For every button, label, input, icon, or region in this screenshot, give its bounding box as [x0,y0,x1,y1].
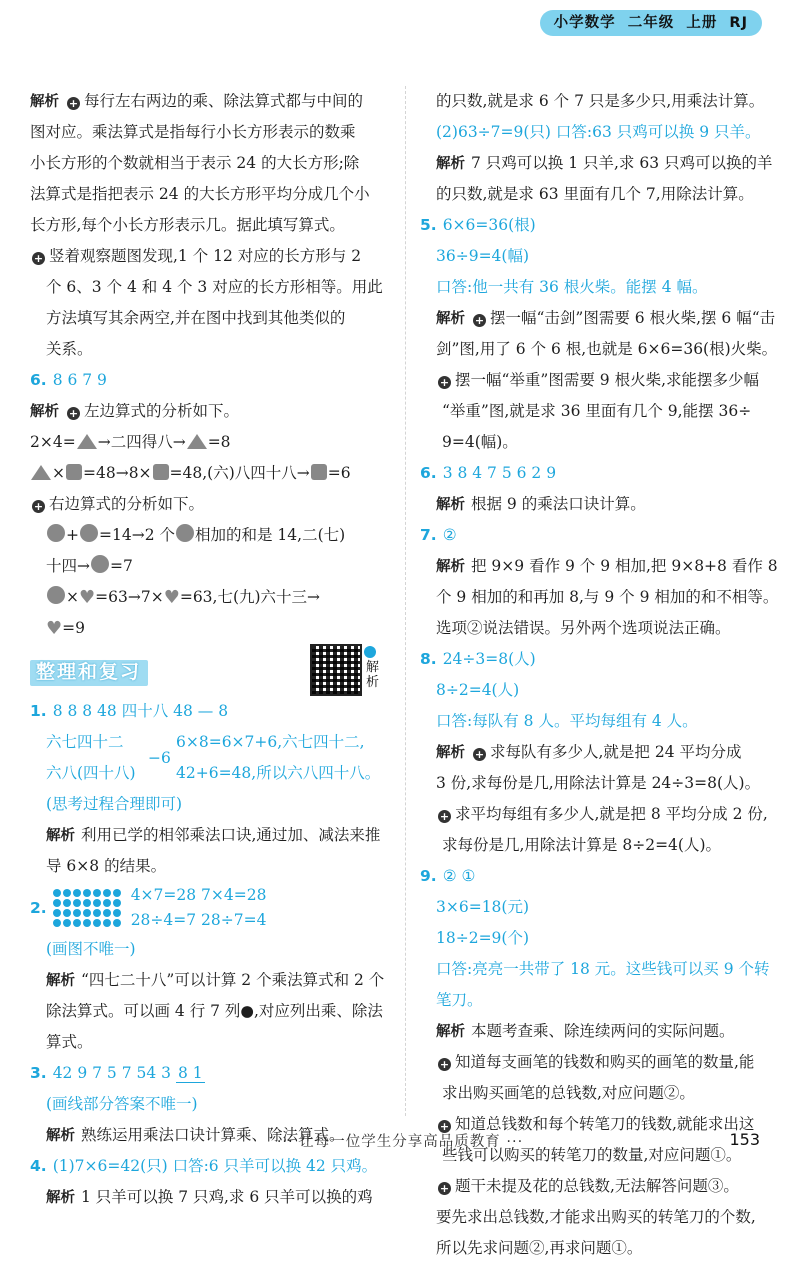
jiexi-label: 解析 [436,1024,465,1040]
question-7-answer: 7. ② [420,526,457,544]
triangle-icon [187,434,207,449]
text-line: 左边算式的分析如下。 [84,402,240,420]
text-line: 求每份是几,用除法计算是 8÷2=4(人)。 [442,836,722,854]
bullet-icon: + [439,1182,450,1195]
text-line: 剑”图,用了 6 个 6 根,也就是 6×6=36(根)火柴。 [436,340,778,358]
equation-row: 2×4= →二四得八→ =8 [30,433,231,451]
qr-label: 解析 [366,660,380,690]
footer-slogan: ··· 让每一位学生分享高品质教育 ··· [276,1134,524,1150]
note: (画线部分答案不唯一) [46,1095,198,1113]
left-column: 解析 + 每行左右两边的乘、除法算式都与中间的 图对应。乘法算式是指每行小长方形表示的数乘 小长方形的个数就相当于表示 24 的大长方形;除 法算式是指把表示 24 的大长方形平均分成几个小 长方形,每个小长方形表示几。据此填写算式。 + 竖着观察题图发现,1 个 12 对应的长方形与 2 个 6、3 个 4 和 4 个 3 对应的长方形相等。用此 方法填写其余两空,并在图中找到其他类似的 关系。 6. 8 6 7 9 解析 + 左边算式的分析如下。 2×4= →二四得八→ =8 × =48→8× =48,(六)八四十八→ =6 + 右边算式的分析如下。 + =14→2 个 相加的和是 14,二(七) 十四→ =7 ×♥=63→7×♥=63,七(九)六十三→ ♥=9 整理和复习 解析 1. 8 8 8 48 四十八 48 — 8 六七四十二 六八(四十八) −6 6×8=6×7+6,六七四十二, 42+6=48,所以六八四十八。 (思考过程合理即可) 解析 利用已学的相邻乘法口诀,通过加、减法来推 导 6×8 的结果。 2. 4×7=28 7×4=28 28÷4=7 28÷7=4 (画图不唯一) 解析 “四七二十八”可以计算 2 个乘法算式和 2 个 除法算式。可以画 4 行 7 列●,对应列出乘、除法 算式。 3. 42 9 7 5 7 54 3 8 1 (画线部分答案不唯一) 解析 熟练运用乘法口诀计算乘、除法算式。 4. (1)7×6=42(只) 口答:6 只羊可以换 42 只鸡。 解析 1 只羊可以换 7 只鸡,求 6 只羊可以换的鸡 [30,86,392,1213]
heart-icon: ♥ [163,587,180,608]
section-title [30,652,392,692]
circle-icon [80,524,98,542]
text-line: 的只数,就是求 63 里面有几个 7,用除法计算。 [436,185,754,203]
heart-icon: ♥ [46,618,63,639]
question-1-answer: 1. 8 8 8 48 四十八 48 — 8 [30,702,229,720]
equation-row: 十四→ =7 [46,557,133,575]
jiexi-label: 解析 [46,973,75,989]
text-line: “举重”图,就是求 36 里面有几个 9,能摆 36÷ [442,402,752,420]
bullet-icon: + [474,748,485,761]
jiexi-label: 解析 [30,404,59,420]
equation-row: × =48→8× =48,(六)八四十八→ =6 [30,458,392,489]
question-1-derivation: 六七四十二 六八(四十八) −6 6×8=6×7+6,六七四十二, 42+6=48,所以六八四十八。 [46,733,381,782]
question-4-answer: 4. (1)7×6=42(只) 口答:6 只羊可以换 42 只鸡。 [30,1157,378,1175]
text-line: 每行左右两边的乘、除法算式都与中间的 [84,92,364,110]
bullet-icon: + [439,810,450,823]
section-title-text: 整理和复习 [36,661,142,683]
note: (思考过程合理即可) [46,795,183,813]
triangle-icon [31,465,51,480]
equation: 18÷2=9(个) [436,929,530,947]
text-line: 9=4(幅)。 [442,433,518,451]
text-line: 3 份,求每份是几,用除法计算是 24÷3=8(人)。 [436,774,761,792]
circle-icon [47,586,65,604]
text-line: 法算式是指把表示 24 的大长方形平均分成几个小 [30,185,370,203]
jiexi-label: 解析 [30,94,59,110]
question-4-answer-2: (2)63÷7=9(只) 口答:63 只鸡可以换 9 只羊。 [436,123,761,141]
text-line: 选项②说法错误。另外两个选项说法正确。 [436,619,731,637]
text-line: 方法填写其余两空,并在图中找到其他类似的 [46,309,346,327]
square-icon [311,464,327,480]
question-9-answer: 9. ② ① [420,867,476,885]
text-line: 图对应。乘法算式是指每行小长方形表示的数乘 [30,123,356,141]
equation-row: ×♥=63→7×♥=63,七(九)六十三→ [30,582,392,613]
equation: 8÷2=4(人) [436,681,520,699]
text-line: 要先求出总钱数,才能求出购买的转笔刀的个数, [436,1208,756,1226]
text-line: 关系。 [46,340,93,358]
text-line: 求出购买画笔的总钱数,对应问题②。 [442,1084,695,1102]
equation-row: + =14→2 个 相加的和是 14,二(七) [30,520,392,551]
qr-code-icon[interactable] [310,644,362,696]
equation: 36÷9=4(幅) [436,247,530,265]
text-line: 长方形,每个小长方形表示几。据此填写算式。 [30,216,345,234]
right-column: 的只数,就是求 6 个 7 只是多少只,用乘法计算。 (2)63÷7=9(只) 口答:63 只鸡可以换 9 只羊。 解析 7 只鸡可以换 1 只羊,求 63 只鸡可以换的羊 的只数,就是求 63 里面有几个 7,用除法计算。 5. 6×6=36(根) 36÷9=4(幅) 口答:他一共有 36 根火柴。能摆 4 幅。 解析 + 摆一幅“击剑”图需要 6 根火柴,摆 6 幅“击 剑”图,用了 6 个 6 根,也就是 6×6=36(根)火柴。 + 摆一幅“举重”图需要 9 根火柴,求能摆多少幅 “举重”图,就是求 36 里面有几个 9,能摆 36÷ 9=4(幅)。 6. 3 8 4 7 5 6 2 9 解析 根据 9 的乘法口诀计算。 7. ② 解析 把 9×9 看作 9 个 9 相加,把 9×8+8 看作 8 个 9 相加的和再加 8,与 9 个 9 相加的和不相等。 选项②说法错误。另外两个选项说法正确。 8. 24÷3=8(人) 8÷2=4(人) 口答:每队有 8 人。平均每组有 4 人。 解析 + 求每队有多少人,就是把 24 平均分成 3 份,求每份是几,用除法计算是 24÷3=8(人)。 + 求平均每组有多少人,就是把 8 平均分成 2 份, 求每份是几,用除法计算是 8÷2=4(人)。 9. ② ① 3×6=18(元) 18÷2=9(个) 口答:亮亮一共带了 18 元。这些钱可以买 9 个转 笔刀。 解析 本题考查乘、除连续两问的实际问题。 + 知道每支画笔的钱数和购买的画笔的数量,能 求出购买画笔的总钱数,对应问题②。 + 知道总钱数和每个转笔刀的钱数,就能求出这 些钱可以购买的转笔刀的数量,对应问题①。 + 题干未提及花的总钱数,无法解答问题③。 要先求出总钱数,才能求出购买的转笔刀的个数, 所以先求问题②,再求问题①。 [420,86,772,1264]
bullet-icon: + [33,252,44,265]
text-line: 除法算式。可以画 4 行 7 列●,对应列出乘、除法 [46,1002,383,1020]
bullet-icon: + [33,500,44,513]
column-divider [405,86,406,1116]
equation: 3×6=18(元) [436,898,530,916]
question-2-answer: 2. 4×7=28 7×4=28 28÷4=7 28÷7=4 [30,886,267,929]
triangle-icon [77,434,97,449]
jiexi-label: 解析 [46,1128,75,1144]
header-badge: 小学数学 二年级 上册 RJ [540,10,762,36]
question-6-answer: 6. 8 6 7 9 [30,371,107,389]
jiexi-label: 解析 [436,559,465,575]
dot-grid [53,889,121,927]
note: (画图不唯一) [46,940,136,958]
jiexi-label: 解析 [46,1190,75,1206]
text-line: 算式。 [46,1033,93,1051]
circle-icon [176,524,194,542]
oral-answer: 笔刀。 [436,991,483,1009]
bullet-icon: + [68,97,79,110]
jiexi-label: 解析 [436,497,465,513]
text-line: 导 6×8 的结果。 [46,857,167,875]
text-line: 右边算式的分析如下。 [49,495,205,513]
jiexi-label: 解析 [46,828,75,844]
text-line: 所以先求问题②,再求问题①。 [436,1239,643,1257]
page-number: 153 [729,1130,760,1149]
bullet-icon: + [474,314,485,327]
bullet-icon: + [439,1058,450,1071]
text-line: 竖着观察题图发现,1 个 12 对应的长方形与 2 [49,247,362,265]
question-3-answer: 3. 42 9 7 5 7 54 3 8 1 [30,1064,203,1082]
bullet-icon: + [439,376,450,389]
circle-icon [47,524,65,542]
question-6-answer: 6. 3 8 4 7 5 6 2 9 [420,464,557,482]
equation-row: ♥=9 [46,618,85,639]
text-line: 的只数,就是求 6 个 7 只是多少只,用乘法计算。 [436,92,765,110]
play-icon[interactable] [364,646,376,658]
oral-answer: 口答:亮亮一共带了 18 元。这些钱可以买 9 个转 [436,960,770,978]
question-8-answer: 8. 24÷3=8(人) [420,650,536,668]
oral-answer: 口答:每队有 8 人。平均每组有 4 人。 [436,712,698,730]
bullet-icon: + [439,1120,450,1133]
text-line: 个 9 相加的和再加 8,与 9 个 9 相加的和不相等。 [436,588,779,606]
question-5-answer: 5. 6×6=36(根) [420,216,536,234]
heart-icon: ♥ [79,587,96,608]
text-line: 些钱可以购买的转笔刀的数量,对应问题①。 [442,1146,742,1164]
bullet-icon: + [68,407,79,420]
oral-answer: 口答:他一共有 36 根火柴。能摆 4 幅。 [436,278,708,296]
circle-icon [91,555,109,573]
jiexi-label: 解析 [436,156,465,172]
jiexi-label: 解析 [436,311,465,327]
square-icon [153,464,169,480]
jiexi-label: 解析 [436,745,465,761]
square-icon [66,464,82,480]
text-line: 个 6、3 个 4 和 4 个 3 对应的长方形相等。用此 [46,278,383,296]
text-line: 小长方形的个数就相当于表示 24 的大长方形;除 [30,154,360,172]
